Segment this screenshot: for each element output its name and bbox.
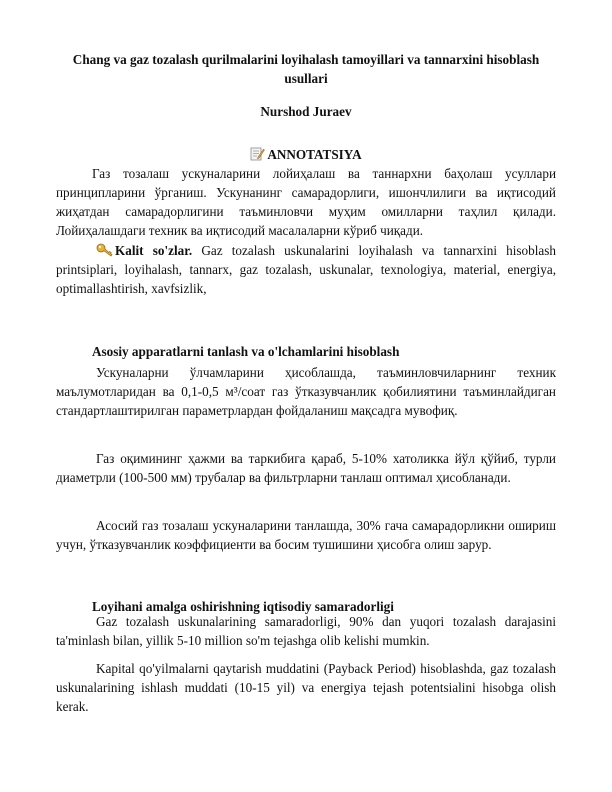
abstract-heading [56,147,556,163]
abstract-text: Газ тозалаш ускуналарини лойиҳалаш ва таннархни баҳолаш усуллари принципларини ўрганиш. Ускунанинг самарадорлиги, ишончлилиги ва иқтисодий жиҳатдан самарадорлигини таъминловчи муҳим омилларни таҳлил қилади. Лойиҳалашдаги техник ва иқтисодий масалаларни кўриб чиқади. [56,166,556,238]
keywords-text: Gaz tozalash uskunalarini loyihalash va tannarxini hisoblash printsiplari, loyihalash, tannarx, gaz tozalash, uskunalar, texnologiya, material, energiya, optimallashtirish, xavfsizlik, [56,243,556,296]
section-paragraph: Газ оқимининг ҳажми ва таркибига қараб, 5-10% хатоликка йўл қўйиб, турли диаметрли (100-500 мм) трубалар ва фильтрларни танлаш оптимал ҳисобланади. [56,451,556,485]
section-paragraph: Kapital qo'yilmalarni qaytarish muddatini (Payback Period) hisoblashda, gaz tozalash uskunalarining ishlash muddati (10-15 yil) va energiya tejash potentsialini hisobga olish kerak. [56,661,556,714]
section-paragraph: Ускуналарни ўлчамларини ҳисоблашда, таъминловчиларнинг техник маълумотларидан ва 0,1-0,5 м³/соат газ ўтказувчанлик қобилиятини таъминлайдиган стандартлаштирилган параметрлардан фойдаланиш мақсадга мувофиқ. [56,365,556,418]
section-heading: Asosiy apparatlarni tanlash va o'lchamlarini hisoblash [92,344,400,359]
abstract-heading-text: ANNOTATSIYA [267,147,362,162]
memo-icon [250,147,265,161]
keywords-label: Kalit so'zlar. [115,243,193,258]
keywords-paragraph [56,241,556,298]
paper-title: Chang va gaz tozalash qurilmalarini loyihalash tamoyillari va tannarxini hisoblash usullari [72,52,540,86]
key-icon [96,243,113,257]
section-paragraph: Gaz tozalash uskunalarining samaradorligi, 90% dan yuqori tozalash darajasini ta'minlash bilan, yillik 5-10 million so'm tejashga olib kelishi mumkin. [56,614,556,648]
author-name: Nurshod Juraev [260,104,352,119]
section-paragraph: Асосий газ тозалаш ускуналарини танлашда, 30% гача самарадорликни ошириш учун, ўтказувчанлик коэффициенти ва босим тушишини ҳисобга олиш зарур. [56,518,556,552]
section-heading: Loyihani amalga oshirishning iqtisodiy samaradorligi [92,599,394,614]
